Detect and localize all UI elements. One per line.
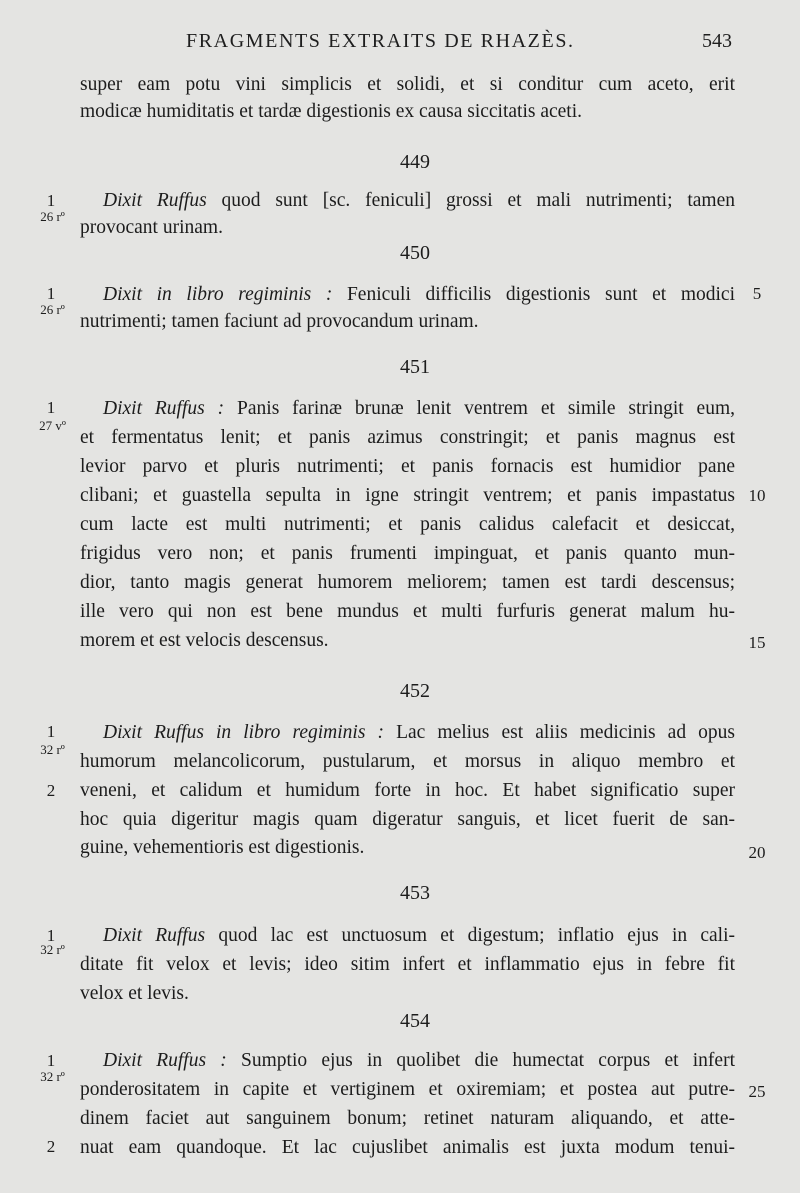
margin-reference: 2	[46, 1137, 56, 1156]
text-line: levior parvo et pluris nutrimenti; et panis fornacis est humidior pane	[80, 456, 735, 477]
margin-reference: 1	[46, 722, 56, 741]
margin-reference: 2	[46, 781, 56, 800]
text-line: veneni, et calidum et humidum forte in hoc. Et habet significatio super	[80, 780, 735, 801]
text-line: super eam potu vini simplicis et solidi, et si conditur cum aceto, erit	[80, 74, 735, 95]
text-line: ille vero qui non est bene mundus et multi furfuris generat malum hu-	[80, 601, 735, 622]
section-number: 451	[400, 356, 430, 378]
text-line: dior, tanto magis generat humorem meliorem; tamen est tardi descensus;	[80, 572, 735, 593]
text-line: morem et est velocis descensus.	[80, 630, 329, 651]
margin-reference: 1	[46, 284, 56, 303]
text-line: Dixit Ruffus quod sunt [sc. feniculi] grossi et mali nutrimenti; tamen	[103, 190, 735, 211]
text-line: nuat eam quandoque. Et lac cujuslibet animalis est juxta modum tenui-	[80, 1137, 735, 1158]
line-number: 25	[748, 1082, 766, 1101]
margin-folio: 32 rº	[40, 942, 65, 957]
margin-reference: 1	[46, 398, 56, 417]
margin-folio: 26 rº	[40, 209, 65, 224]
margin-folio: 27 vº	[39, 418, 66, 433]
text-line: nutrimenti; tamen faciunt ad provocandum urinam.	[80, 311, 479, 332]
section-number: 454	[400, 1010, 430, 1032]
speaker-lead: Dixit Ruffus :	[103, 398, 225, 419]
page-number: 543	[702, 30, 732, 52]
speaker-lead: Dixit in libro regiminis :	[103, 284, 333, 305]
section-number: 450	[400, 242, 430, 264]
text-line: cum lacte est multi nutrimenti; et panis calidus calefacit et desiccat,	[80, 514, 735, 535]
margin-folio: 32 rº	[40, 742, 65, 757]
text-line: Dixit Ruffus : Panis farinæ brunæ lenit ventrem et simile stringit eum,	[103, 398, 736, 419]
text-line: frigidus vero non; et panis frumenti impinguat, et panis quanto mun-	[80, 543, 735, 564]
text-line: modicæ humiditatis et tardæ digestionis ex causa siccitatis aceti.	[80, 101, 583, 122]
text-line: Dixit Ruffus : Sumptio ejus in quolibet die humectat corpus et infert	[103, 1050, 735, 1071]
text-line: velox et levis.	[80, 983, 189, 1004]
margin-reference: 1	[46, 191, 56, 210]
text-line: hoc quia digeritur magis quam digeratur sanguis, et licet fuerit de san-	[80, 809, 735, 830]
line-number: 5	[752, 284, 762, 303]
speaker-lead: Dixit Ruffus	[103, 925, 206, 946]
line-number: 10	[748, 486, 766, 505]
line-number: 15	[748, 633, 766, 652]
text-line: clibani; et guastella sepulta in igne stringit ventrem; et panis impastatus	[80, 485, 735, 506]
section-number: 449	[400, 151, 430, 173]
running-header-title: FRAGMENTS EXTRAITS DE RHAZÈS.	[186, 30, 575, 52]
text-line: humorum melancolicorum, pustularum, et morsus in aliquo membro et	[80, 751, 735, 772]
text-line: provocant urinam.	[80, 217, 223, 238]
margin-reference: 1	[46, 926, 56, 945]
margin-folio: 32 rº	[40, 1069, 65, 1084]
text-line: Dixit in libro regiminis : Feniculi difficilis digestionis sunt et modici	[103, 284, 735, 305]
speaker-lead: Dixit Ruffus :	[103, 1050, 227, 1071]
text-line: et fermentatus lenit; et panis azimus constringit; et panis magnus est	[80, 427, 735, 448]
text-line: ponderositatem in capite et vertiginem et oxiremiam; et postea aut putre-	[80, 1079, 735, 1100]
line-number: 20	[748, 843, 766, 862]
speaker-lead: Dixit Ruffus	[103, 190, 207, 211]
text-line: guine, vehementioris est digestionis.	[80, 837, 365, 858]
margin-folio: 26 rº	[40, 302, 65, 317]
speaker-lead: Dixit Ruffus in libro regiminis :	[103, 722, 385, 743]
text-line: dinem faciet aut sanguinem bonum; retinet naturam aliquando, et atte-	[80, 1108, 735, 1129]
section-number: 453	[400, 882, 430, 904]
text-line: ditate fit velox et levis; ideo sitim infert et inflammatio ejus in febre fit	[80, 954, 735, 975]
text-line: Dixit Ruffus quod lac est unctuosum et digestum; inflatio ejus in cali-	[103, 925, 736, 946]
margin-reference: 1	[46, 1051, 56, 1070]
text-line: Dixit Ruffus in libro regiminis : Lac melius est aliis medicinis ad opus	[103, 722, 735, 743]
section-number: 452	[400, 680, 430, 702]
